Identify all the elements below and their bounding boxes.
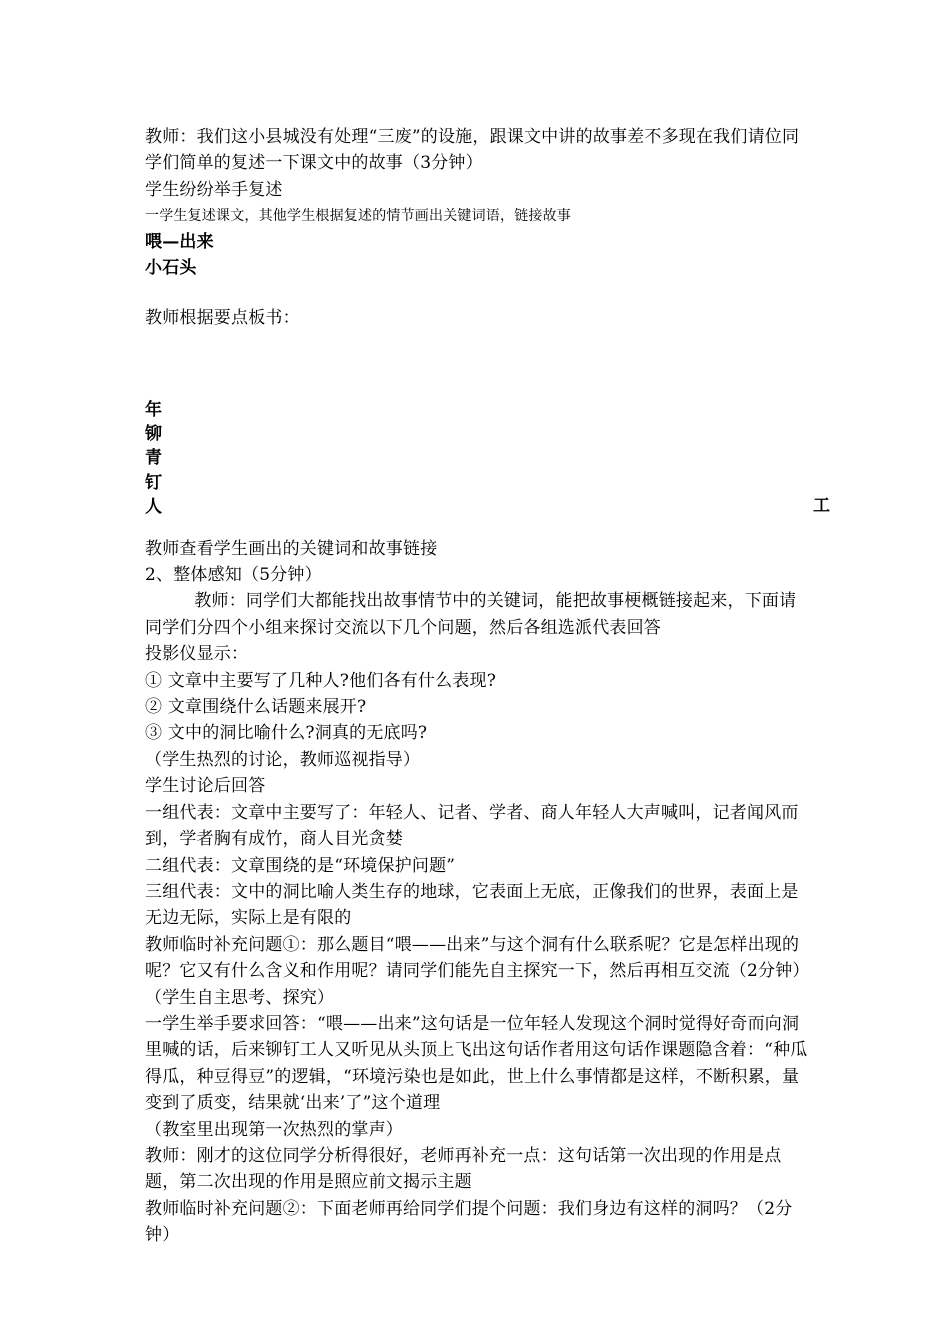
group-3-answer: 三组代表：文中的洞比喻人类生存的地球，它表面上无底，正像我们的世界，表面上是无边无际，实际上是有限的: [145, 881, 799, 929]
student-retell-line: 一学生复述课文，其他学生根据复述的情节画出关键词语，链接故事: [145, 208, 571, 225]
teacher-question-2: 教师临时补充问题②：下面老师再给同学们提个问题：我们身边有这样的洞吗？（2分钟）: [145, 1198, 793, 1246]
students-raise-hands-line: 学生纷纷举手复述: [145, 179, 283, 200]
spacer: [145, 332, 810, 398]
students-answer-line: 学生讨论后回答: [145, 776, 266, 797]
board-char-mao: 铆: [145, 424, 163, 445]
question-1: ① 文章中主要写了几种人?他们各有什么表现?: [145, 670, 497, 691]
teacher-intro-paragraph: 教师：我们这小县城没有处理“三废”的设施，跟课文中讲的故事差不多现在我们请位同学们简单的复述一下课文中的故事（3分钟）: [145, 127, 800, 174]
group-1-answer: 一组代表：文章中主要写了：年轻人、记者、学者、商人年轻人大声喊叫，记者闻风而到，学者胸有成竹，商人目光贪婪: [145, 802, 799, 850]
document-body: [145, 124, 830, 1249]
spacer: [145, 281, 810, 305]
question-2: ② 文章围绕什么话题来展开?: [145, 697, 367, 718]
applause-note: （教室里出现第一次热烈的掌声）: [145, 1119, 403, 1140]
teacher-question-1: 教师临时补充问题①：那么题目“喂——出来”与这个洞有什么联系呢？它是怎样出现的呢？它又有什么含义和作用呢？请同学们能先自主探究一下，然后再相互交流（2分钟）: [145, 934, 810, 982]
student-answer-paragraph: 一学生举手要求回答：“喂——出来”这句话是一位年轻人发现这个洞时觉得好奇而向洞里喊的话，后来铆钉工人又听见从头顶上飞出这句话作者用这句话作课题隐含着：“种瓜得瓜，种豆得豆”的逻辑，“环境污染也是如此，世上什么事情都是这样，不断积累，量变到了质变，结果就‘出来’了”这个道理: [145, 1013, 808, 1114]
question-3: ③ 文中的洞比喻什么?洞真的无底吗?: [145, 723, 428, 744]
keyword-small-stone: 小石头: [145, 258, 197, 279]
board-char-nian: 年: [145, 399, 163, 420]
projector-display-line: 投影仪显示：: [145, 644, 249, 665]
teacher-check-line: 教师查看学生画出的关键词和故事链接: [145, 538, 438, 559]
blackboard-diagram: [145, 398, 830, 518]
keyword-hey-come-out: 喂—出来: [145, 232, 214, 253]
section-heading-overall: 2、整体感知（5分钟）: [145, 565, 322, 586]
board-char-qing: 青: [145, 448, 163, 469]
group-2-answer: 二组代表：文章围绕的是“环境保护问题”: [145, 855, 456, 876]
board-char-gong: 工: [813, 495, 830, 516]
blackboard-intro-line: 教师根据要点板书：: [145, 308, 300, 329]
board-char-ren: 人: [145, 497, 163, 518]
teacher-supplement-paragraph: 教师：刚才的这位同学分析得很好，老师再补充一点：这句话第一次出现的作用是点题，第二次出现的作用是照应前文揭示主题: [145, 1145, 782, 1193]
board-char-ding: 钉: [145, 472, 163, 493]
discussion-note: （学生热烈的讨论，教师巡视指导）: [145, 749, 421, 770]
teacher-group-discussion-paragraph: 教师：同学们大都能找出故事情节中的关键词，能把故事梗概链接起来，下面请同学们分四个小组来探讨交流以下几个问题，然后各组选派代表回答: [145, 591, 797, 638]
students-thinking-note: （学生自主思考、探究）: [145, 987, 335, 1008]
